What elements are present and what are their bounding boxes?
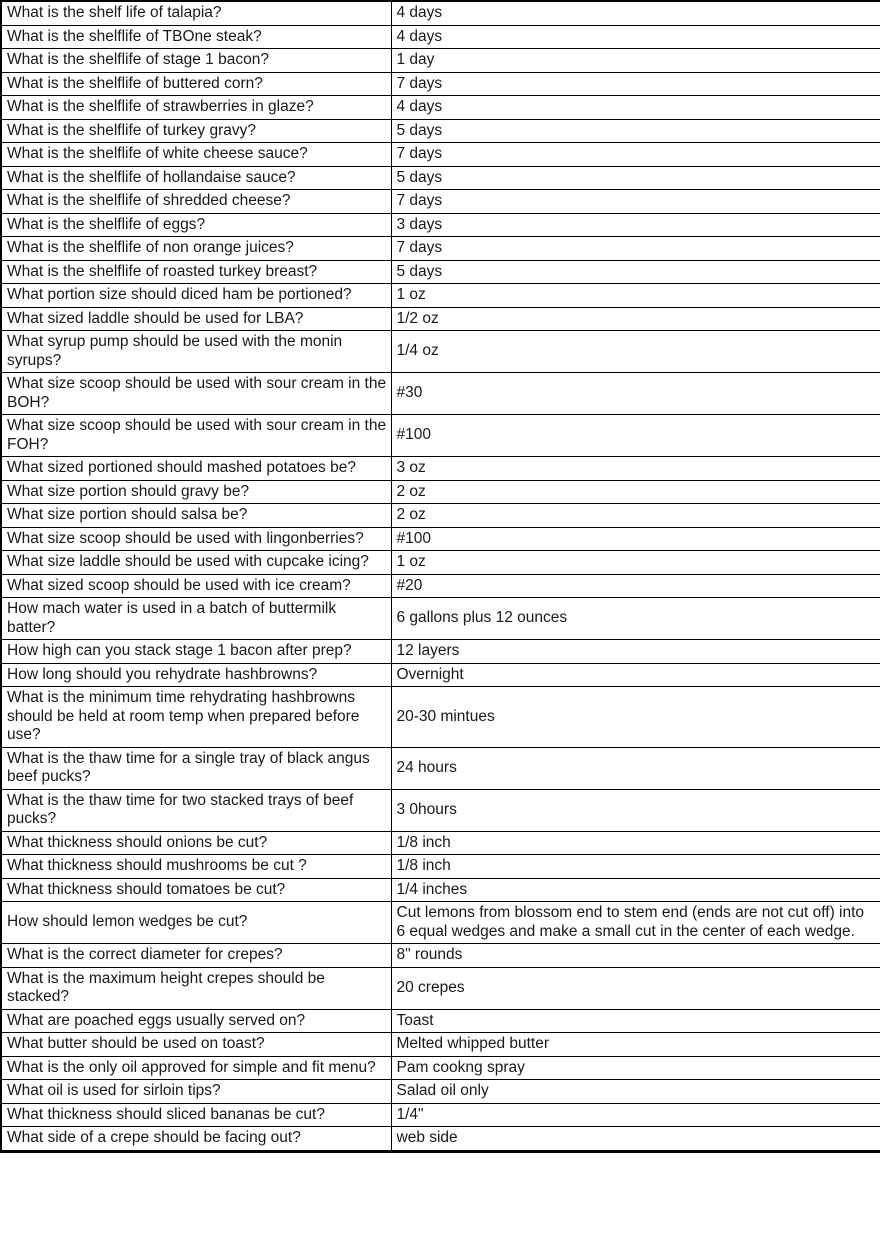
table-row <box>1 49 880 73</box>
table-row <box>1 237 880 261</box>
answer-cell: 1/4 inches <box>391 878 880 902</box>
answer-cell: Pam cookng spray <box>391 1056 880 1080</box>
question-cell: What is the only oil approved for simple and fit menu? <box>1 1056 391 1080</box>
answer-cell: 12 layers <box>391 640 880 664</box>
question-cell: What is the shelflife of hollandaise sauce? <box>1 166 391 190</box>
question-cell: What is the shelflife of non orange juices? <box>1 237 391 261</box>
answer-cell: 1/2 oz <box>391 307 880 331</box>
question-cell: How mach water is used in a batch of buttermilk batter? <box>1 598 391 640</box>
table-row <box>1 415 880 457</box>
table-row <box>1 831 880 855</box>
question-cell: What sized scoop should be used with ice cream? <box>1 574 391 598</box>
answer-cell: 5 days <box>391 119 880 143</box>
question-cell: What is the shelflife of white cheese sauce? <box>1 143 391 167</box>
answer-cell: 1 oz <box>391 284 880 308</box>
answer-cell: 7 days <box>391 72 880 96</box>
table-row <box>1 551 880 575</box>
question-cell: How long should you rehydrate hashbrowns? <box>1 663 391 687</box>
answer-cell: 3 oz <box>391 457 880 481</box>
answer-cell: 8" rounds <box>391 944 880 968</box>
answer-cell: #100 <box>391 527 880 551</box>
table-row <box>1 331 880 373</box>
table-row <box>1 527 880 551</box>
question-cell: What is the shelflife of shredded cheese? <box>1 190 391 214</box>
answer-cell: #30 <box>391 373 880 415</box>
table-row <box>1 878 880 902</box>
table-row <box>1 1 880 25</box>
table-row <box>1 1033 880 1057</box>
answer-cell: #20 <box>391 574 880 598</box>
table-row <box>1 25 880 49</box>
question-cell: What sized laddle should be used for LBA? <box>1 307 391 331</box>
answer-cell: 2 oz <box>391 480 880 504</box>
answer-cell: 4 days <box>391 1 880 25</box>
answer-cell: 6 gallons plus 12 ounces <box>391 598 880 640</box>
question-cell: What oil is used for sirloin tips? <box>1 1080 391 1104</box>
table-row <box>1 166 880 190</box>
table-row <box>1 373 880 415</box>
answer-cell: 5 days <box>391 166 880 190</box>
question-cell: What portion size should diced ham be portioned? <box>1 284 391 308</box>
table-row <box>1 213 880 237</box>
question-cell: What size portion should salsa be? <box>1 504 391 528</box>
table-row <box>1 72 880 96</box>
question-cell: What is the maximum height crepes should be stacked? <box>1 967 391 1009</box>
question-cell: What is the shelf life of talapia? <box>1 1 391 25</box>
answer-cell: 3 days <box>391 213 880 237</box>
question-cell: What side of a crepe should be facing out? <box>1 1127 391 1152</box>
answer-cell: Salad oil only <box>391 1080 880 1104</box>
table-row <box>1 1127 880 1152</box>
table-row <box>1 967 880 1009</box>
answer-cell: 4 days <box>391 25 880 49</box>
answer-cell: 4 days <box>391 96 880 120</box>
answer-cell: 3 0hours <box>391 789 880 831</box>
table-row <box>1 640 880 664</box>
answer-cell: Cut lemons from blossom end to stem end (ends are not cut off) into 6 equal wedges and make a small cut in the center of each wedge. <box>391 902 880 944</box>
question-cell: What size scoop should be used with sour cream in the BOH? <box>1 373 391 415</box>
question-cell: What is the shelflife of eggs? <box>1 213 391 237</box>
question-cell: What syrup pump should be used with the monin syrups? <box>1 331 391 373</box>
table-row <box>1 663 880 687</box>
answer-cell: 1/4" <box>391 1103 880 1127</box>
answer-cell: 7 days <box>391 190 880 214</box>
question-cell: What thickness should sliced bananas be cut? <box>1 1103 391 1127</box>
table-row <box>1 789 880 831</box>
answer-cell: 2 oz <box>391 504 880 528</box>
question-cell: What is the shelflife of TBOne steak? <box>1 25 391 49</box>
table-row <box>1 1056 880 1080</box>
table-row <box>1 902 880 944</box>
table-row <box>1 598 880 640</box>
answer-cell: 7 days <box>391 143 880 167</box>
table-row <box>1 574 880 598</box>
table-row <box>1 1103 880 1127</box>
question-cell: What size scoop should be used with lingonberries? <box>1 527 391 551</box>
answer-cell: 24 hours <box>391 747 880 789</box>
table-row <box>1 96 880 120</box>
answer-cell: Overnight <box>391 663 880 687</box>
table-row <box>1 143 880 167</box>
question-cell: What is the shelflife of buttered corn? <box>1 72 391 96</box>
answer-cell: 7 days <box>391 237 880 261</box>
table-row <box>1 747 880 789</box>
table-row <box>1 855 880 879</box>
answer-cell: 1/8 inch <box>391 855 880 879</box>
question-cell: What is the thaw time for a single tray of black angus beef pucks? <box>1 747 391 789</box>
question-cell: What is the shelflife of turkey gravy? <box>1 119 391 143</box>
answer-cell: 1/4 oz <box>391 331 880 373</box>
table-row <box>1 1080 880 1104</box>
question-cell: What size laddle should be used with cupcake icing? <box>1 551 391 575</box>
question-cell: What thickness should mushrooms be cut ? <box>1 855 391 879</box>
table-row <box>1 687 880 748</box>
table-body <box>1 1 880 1151</box>
question-cell: What size portion should gravy be? <box>1 480 391 504</box>
answer-cell: 1/8 inch <box>391 831 880 855</box>
question-cell: What thickness should onions be cut? <box>1 831 391 855</box>
table-row <box>1 457 880 481</box>
question-cell: What is the shelflife of roasted turkey breast? <box>1 260 391 284</box>
table-row <box>1 119 880 143</box>
table-row <box>1 1009 880 1033</box>
question-cell: What size scoop should be used with sour cream in the FOH? <box>1 415 391 457</box>
question-cell: What are poached eggs usually served on? <box>1 1009 391 1033</box>
answer-cell: Toast <box>391 1009 880 1033</box>
table-row <box>1 190 880 214</box>
table-row <box>1 284 880 308</box>
question-cell: What is the thaw time for two stacked trays of beef pucks? <box>1 789 391 831</box>
question-cell: How should lemon wedges be cut? <box>1 902 391 944</box>
question-cell: What thickness should tomatoes be cut? <box>1 878 391 902</box>
table-row <box>1 307 880 331</box>
question-cell: What butter should be used on toast? <box>1 1033 391 1057</box>
question-cell: How high can you stack stage 1 bacon after prep? <box>1 640 391 664</box>
answer-cell: 20-30 mintues <box>391 687 880 748</box>
answer-cell: web side <box>391 1127 880 1152</box>
table-row <box>1 260 880 284</box>
table-row <box>1 944 880 968</box>
table-row <box>1 504 880 528</box>
answer-cell: 1 oz <box>391 551 880 575</box>
table-row <box>1 480 880 504</box>
answer-cell: 5 days <box>391 260 880 284</box>
answer-cell: 20 crepes <box>391 967 880 1009</box>
answer-cell: Melted whipped butter <box>391 1033 880 1057</box>
answer-cell: #100 <box>391 415 880 457</box>
question-cell: What is the shelflife of strawberries in glaze? <box>1 96 391 120</box>
question-cell: What is the shelflife of stage 1 bacon? <box>1 49 391 73</box>
question-cell: What is the minimum time rehydrating hashbrowns should be held at room temp when prepared before use? <box>1 687 391 748</box>
question-cell: What sized portioned should mashed potatoes be? <box>1 457 391 481</box>
answer-cell: 1 day <box>391 49 880 73</box>
question-cell: What is the correct diameter for crepes? <box>1 944 391 968</box>
